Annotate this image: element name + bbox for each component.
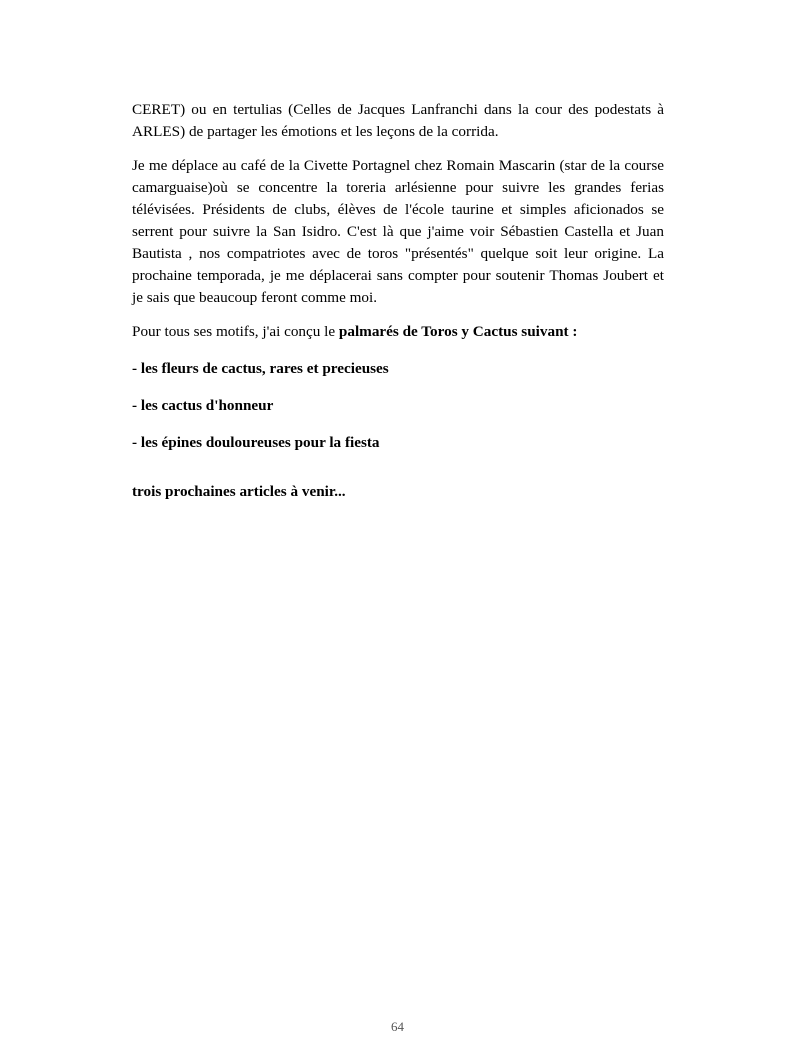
closing-line: trois prochaines articles à venir... bbox=[132, 483, 346, 500]
paragraph-civette: Je me déplace au café de la Civette Portagnel chez Romain Mascarin (star de la course camarguaise)où se concentre la toreria arlésienne pour suivre les grandes ferias télévisées. Présidents de clubs, élèves de l'école taurine et simples aficionados se serrent pour suivre la San Isidro. C'est là que j'aime voir Sébastien Castella et Juan Bautista , nos compatriotes avec de toros "présentés" quelque soit leur origine. La prochaine temporada, je me déplacerai sans compter pour soutenir Thomas Joubert et je sais que beaucoup feront comme moi. bbox=[132, 157, 664, 306]
page-body bbox=[132, 99, 664, 503]
palmares-title: palmarés de Toros y Cactus suivant : bbox=[338, 323, 578, 340]
palmares-intro-text: Pour tous ses motifs, j'ai conçu le bbox=[132, 323, 339, 340]
paragraph-palmares-intro bbox=[132, 321, 664, 343]
paragraph-ceret: CERET) ou en tertulias (Celles de Jacques Lanfranchi dans la cour des podestats à ARLES) de partager les émotions et les leçons de la corrida. bbox=[132, 101, 664, 140]
list-item-epines: - les épines douloureuses pour la fiesta bbox=[132, 434, 380, 451]
list-item-fleurs: - les fleurs de cactus, rares et precieuses bbox=[132, 360, 389, 377]
list-item-honneur: - les cactus d'honneur bbox=[132, 397, 274, 414]
page-number: 64 bbox=[391, 1019, 404, 1034]
